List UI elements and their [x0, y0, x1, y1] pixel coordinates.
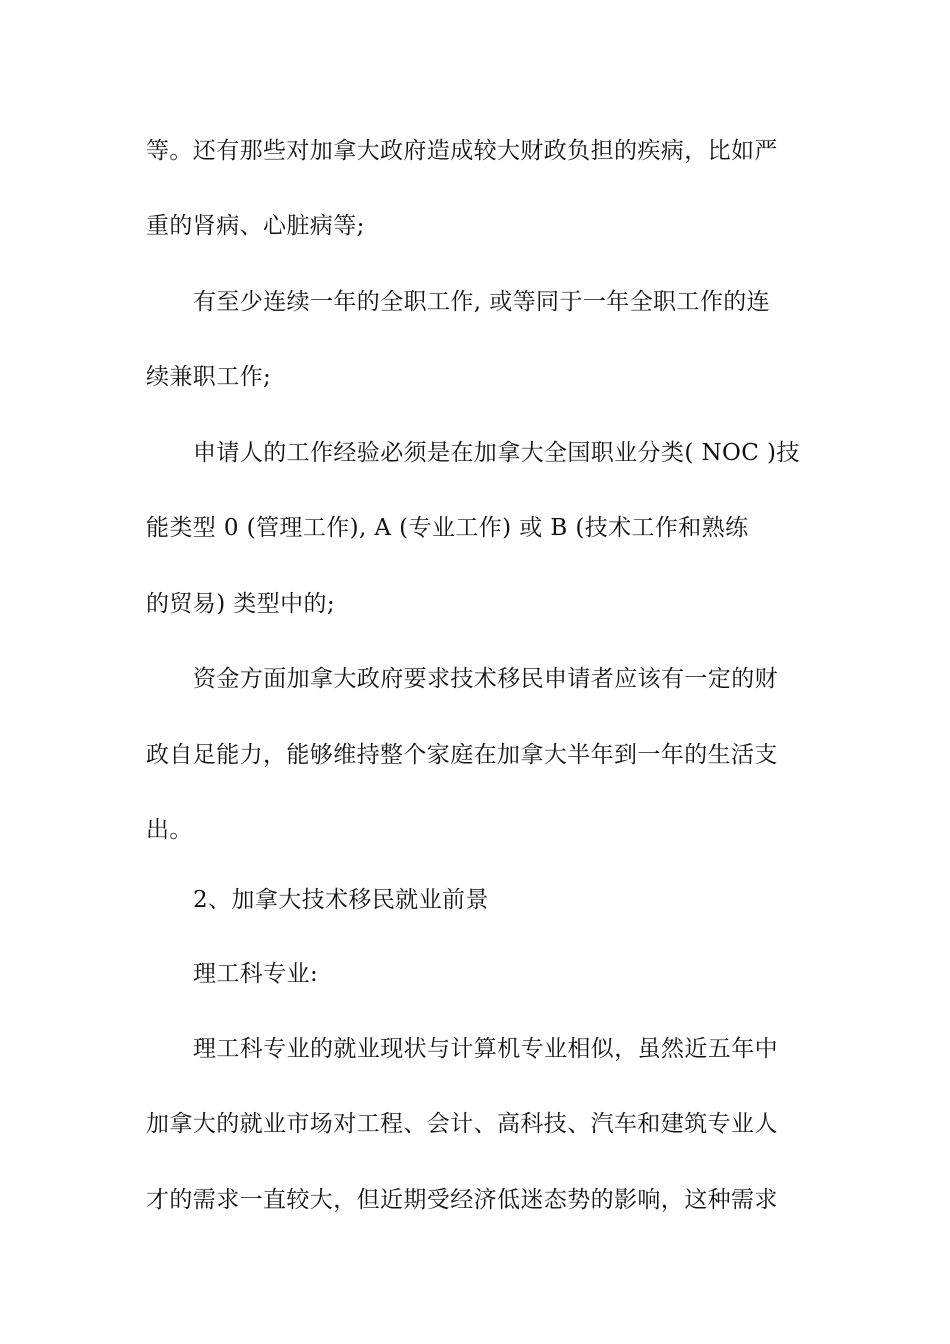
text-line: 出。 [146, 817, 193, 843]
text-line: 有至少连续一年的全职工作, 或等同于一年全职工作的连 [193, 289, 771, 315]
text-line: 续兼职工作; [146, 364, 272, 390]
text-line: 理工科专业的就业现状与计算机专业相似，虽然近五年中 [193, 1036, 778, 1062]
text-line: 申请人的工作经验必须是在加拿大全国职业分类( NOC )技 [193, 440, 800, 466]
text-line: 政自足能力，能够维持整个家庭在加拿大半年到一年的生活支 [146, 742, 778, 768]
text-line: 的贸易) 类型中的; [146, 591, 336, 617]
text-line: 加拿大的就业市场对工程、会计、高科技、汽车和建筑专业人 [146, 1111, 778, 1137]
text-line: 资金方面加拿大政府要求技术移民申请者应该有一定的财 [193, 666, 778, 692]
text-line: 能类型 0 (管理工作), A (专业工作) 或 B (技术工作和熟练 [146, 515, 749, 541]
text-line: 重的肾病、心脏病等; [146, 213, 365, 239]
text-line: 才的需求一直较大，但近期受经济低迷态势的影响，这种需求 [146, 1187, 778, 1213]
section-heading: 2、加拿大技术移民就业前景 [193, 887, 489, 913]
text-line: 等。还有那些对加拿大政府造成较大财政负担的疾病，比如严 [146, 138, 778, 164]
subheading: 理工科专业: [193, 961, 319, 987]
